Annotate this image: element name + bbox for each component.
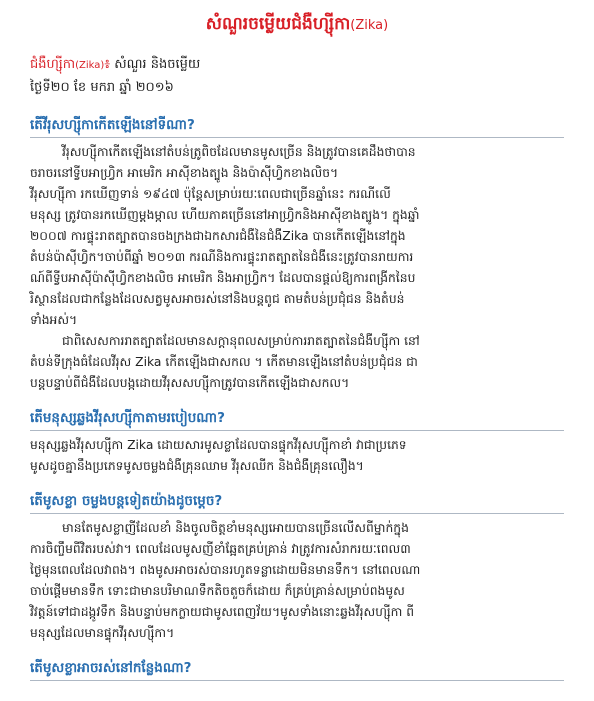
text-line: ចាប់ផ្ដើមមានទឹក ទោះជាមានបរិមាណទឹកតិចតួចក៏ដោយ ក៏គ្រប់គ្រាន់សម្រាប់ពងមូស [30, 584, 405, 598]
section-heading: តើមូសខ្លា ចម្លងបន្តទៀតយ៉ាងដូចម្តេច? [30, 489, 564, 514]
section-heading: តើមនុស្សឆ្លងវីរុសហ្ស៊ីកាតាមរបៀបណា? [30, 406, 564, 431]
section-body [30, 435, 564, 477]
section-body [30, 518, 564, 644]
text-line: ថ្ងៃមុនពេលដែលវាពង។ ពងមូសអាចរស់បានរហូតទន្លាដោយមិនមានទឹក។ នៅពេលណា [30, 563, 421, 577]
section-heading: តើមូសខ្លាអាចរស់នៅកន្លែងណា? [30, 656, 564, 681]
text-line: វីរុសហ្ស៊ីកាកើតឡើងនៅតំបន់ត្រូពិចដែលមានមូសច្រើន និងត្រូវបានគេដឹងថាបាន [62, 145, 416, 159]
text-line: ជាពិសេសការរាតត្បាតដែលមានសក្ដានុពលសម្រាប់ការរាតត្បាតនៃជំងឺហ្ស៊ីកា នៅ [62, 334, 420, 348]
text-line: ទាំងអស់។ [30, 313, 78, 327]
text-line: វីរុសហ្ស៊ីកា រកឃើញទាន់ ១៩៤៧ ប៉ុន្តែសម្រាប់រយៈពេលជាច្រើនឆ្នាំនេះ ករណីលើ [30, 187, 391, 201]
subject-text: សំណួរ និងចម្លើយ [114, 57, 201, 72]
text-line: មនុស្សដែលមានផ្ទុកវីរុសហ្ស៊ីកា។ [30, 626, 175, 640]
subject-label: ជំងឺហ្ស៊ីកា [30, 57, 76, 72]
subject-label-english: (Zika) [75, 60, 105, 71]
text-line: តំបន់ទីក្រុងធំដែលវីរុស Zika កើតឡើងជាសកល ។ កើតមានឡើងនៅតំបន់ប្រជុំជន ជា [30, 355, 418, 369]
text-line: រិស្ថានដែលជាកន្លែងដែលសត្វមូសអាចរស់នៅនិងបន្តពូជ តាមតំបន់ប្រជុំជន និងតំបន់ [30, 292, 405, 306]
text-line: ការចិញ្ចឹមពីវិតរបស់វា។ ពេលដែលមូសញីខាំឆ្អែតគ្រប់គ្រាន់ វាត្រូវការសំរាករយៈពេល៣ [30, 542, 411, 556]
document-date: ថ្ងៃទី២០ ខែ មករា ឆ្នាំ ២០១៦ [30, 80, 174, 95]
text-line: វិវត្តន៍ទៅជាដង្កូវទឹក និងបន្ទាប់មកក្លាយជាមូសពេញវ័យ។មូសទាំងនោះឆ្លងវីរុសហ្ស៊ីកា ពី [30, 605, 415, 619]
text-line: ចរាចរនៅទ្វីបអាហ្វ្រិក អាមេរិក អាស៊ីខាងត្បូង និងប៉ាស៊ីហ្វិកខាងលិច។ [30, 166, 339, 180]
section-heading: តើវីរុសហ្ស៊ីកាកើតឡើងនៅទីណា? [30, 113, 564, 138]
text-line: មូសដូចគ្នានឹងប្រភេទមូសចម្លងជំងឺគ្រុនឈាម វីរុសឈីក និងជំងឺគ្រុនលឿង។ [30, 459, 364, 473]
title-english: (Zika) [350, 18, 389, 33]
subject-label-suffix: ៖ [104, 57, 111, 72]
subject-line [30, 54, 564, 77]
text-line: ណ៍ពីទ្វីបអាស៊ីប៉ាស៊ីហ្វិកខាងលិច អាមេរិក និងអាហ្វ្រិក។ ដែលបានផ្ដល់ឱ្យការពង្រីកនៃប [30, 271, 416, 285]
document-title [30, 10, 564, 40]
text-line: ២០០៧ ការផ្ទុះរាតត្បាតបានចងក្រងជាឯកសារជំងឺនៃជំងឺZika បានកើតឡើងនៅក្នុង [30, 229, 406, 243]
title-khmer: សំណួរចម្លើយជំងឺហ្ស៊ីកា [205, 14, 351, 34]
section-body [30, 142, 564, 394]
text-line: បន្តបន្ទាប់ពីជំងឺដែលបង្កដោយវីរុសសហ្ស៊ីកាត្រូវបានកើតឡើងជាសកល។ [30, 376, 350, 390]
text-line: មនុស្ស ត្រូវបានរកឃើញម្ដងម្កាល ហើយភាគច្រើននៅអាហ្វ្រិកនិងអាស៊ីខាងត្បូង។ ក្នុងឆ្នាំ [30, 208, 420, 222]
text-line: មានតែមូសខ្លាញីដែលខាំ និងចូលចិត្តខាំមនុស្សអោយបានច្រើនលើសពីម្នាក់ក្នុង [62, 521, 409, 535]
text-line: តំបន់ប៉ាស៊ីហ្វិក។ចាប់ពីឆ្នាំ ២០១៣ ករណីនិងការផ្ទុះរាតត្បាតនៃជំងឺនេះត្រូវបានរាយការ [30, 250, 414, 264]
text-line: មនុស្សឆ្លងវីរុសហ្ស៊ីកា Zika ដោយសារមូសខ្លាដែលបានផ្ទុកវីរុសហ្ស៊ីកាខាំ វាជាប្រភេទ [30, 438, 407, 452]
